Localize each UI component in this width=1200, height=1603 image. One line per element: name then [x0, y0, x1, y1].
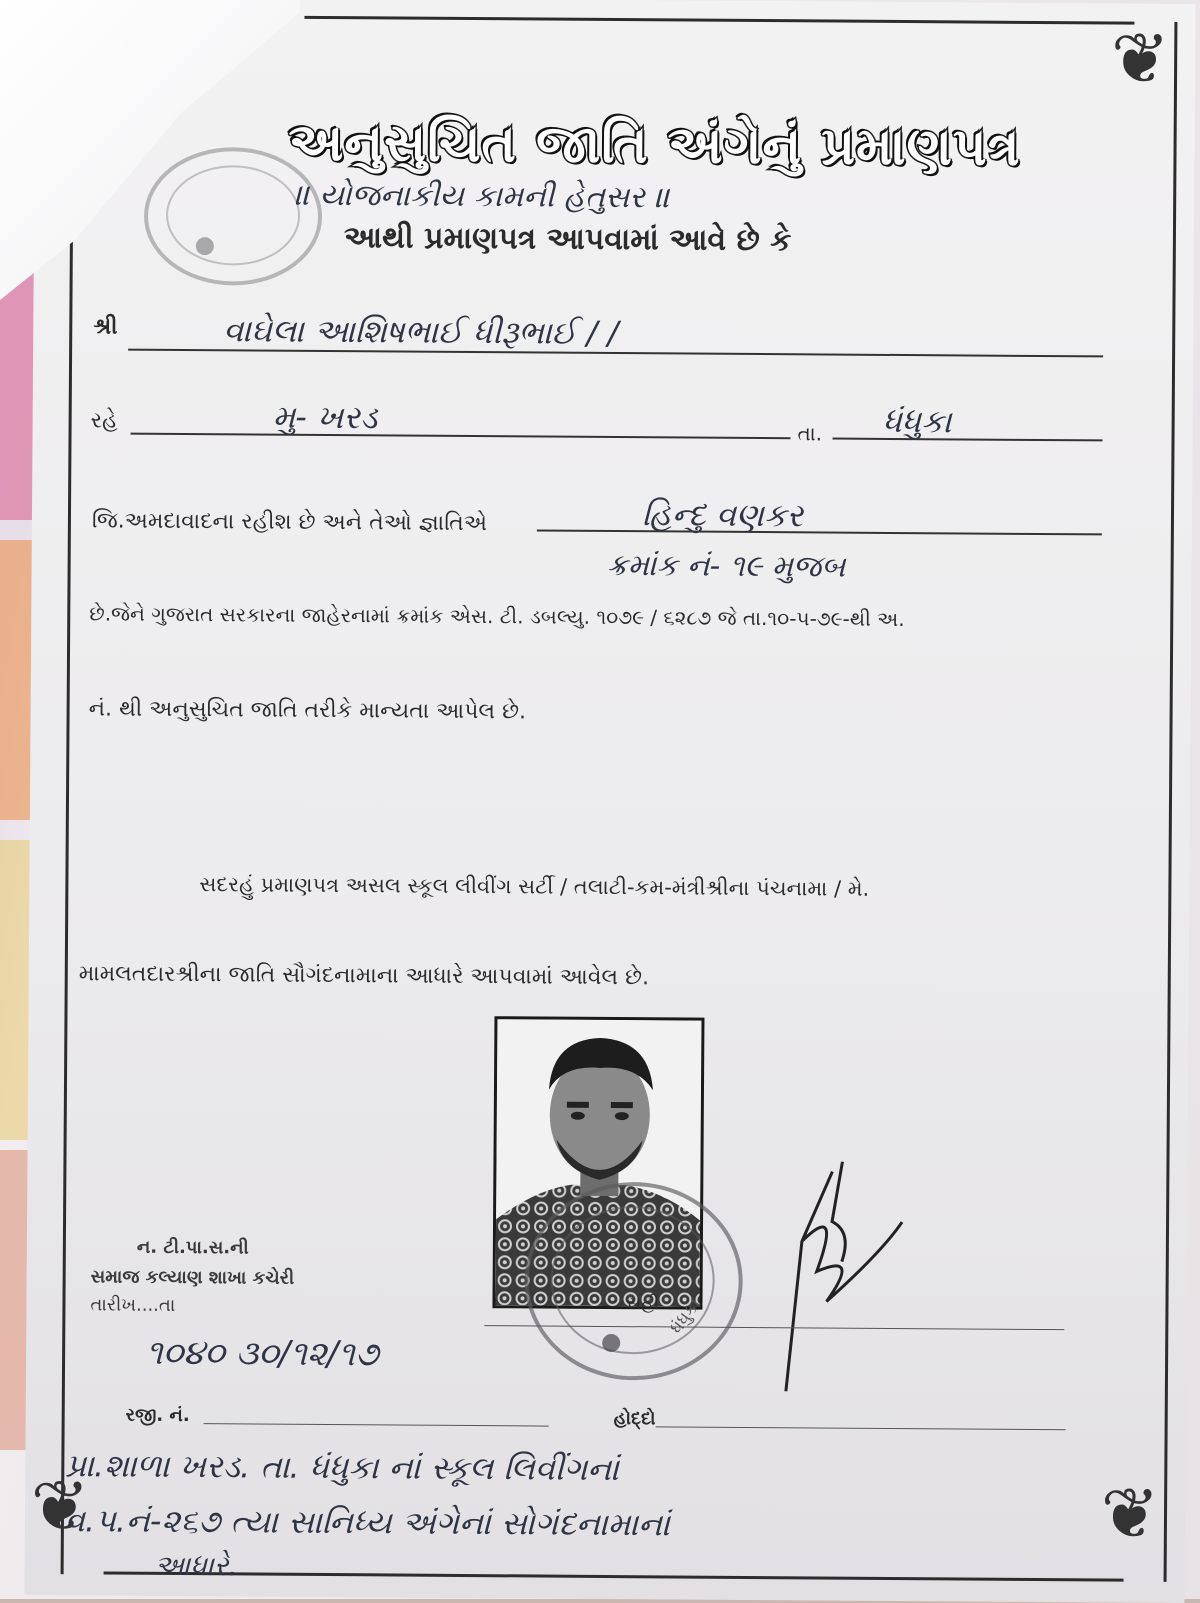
recognition-line: નં. થી અનુસુચિત જાતિ તરીકે માન્યતા આપેલ છે.	[88, 696, 527, 725]
office-stamp-line-2: સમાજ કલ્યાણ શાખા કચેરી	[90, 1266, 295, 1289]
shri-label: શ્રી	[93, 314, 118, 340]
taluka-label: તા.	[797, 421, 823, 446]
footnote-line-1: પ્રા.શાળા ખરડ. તા. ધંધુકા નાં સ્કૂલ લિવીંગનાં	[65, 1446, 620, 1489]
footnote-line-3: આધારે.	[154, 1548, 238, 1583]
office-stamp-line-1: ન. ટી.પા.સ.ની	[136, 1236, 249, 1259]
notification-line: છે.જેને ગુજરાત સરકારના જાહેરનામાં ક્રમાંક એસ. ટી. ડબલ્યુ. ૧૦૭૯ / ૬૨૮૭ જે તા.૧૦-૫-૭૯-થી અ.	[89, 601, 905, 632]
round-stamp-top	[144, 147, 323, 286]
kramank-handwritten: ક્રમાંક નં- ૧૯ મુજબ	[606, 547, 846, 585]
basis-line-2: મામલતદારશ્રીના જાતિ સૌગંદનામાના આધારે આપવામાં આવેલ છે.	[78, 961, 650, 991]
village-handwritten: મુ- ખરડ	[272, 397, 378, 437]
office-note-handwritten: ॥ યોજનાકીય કામની હેતુસર ॥	[294, 177, 671, 216]
certificate-subtitle: આથી પ્રમાણપત્ર આપવામાં આવે છે કે	[343, 220, 792, 259]
stamp-text: ધંધુકા	[665, 1294, 706, 1338]
caste-handwritten: હિન્દુ વણકર	[641, 495, 804, 535]
round-stamp-bottom	[524, 1181, 743, 1381]
taluka-handwritten: ધંધુકા	[882, 401, 952, 441]
office-stamp-line-3: તારીખ....તા	[90, 1294, 176, 1316]
designation-label: હોદ્દો	[613, 1408, 656, 1430]
registration-handwritten: ૧૦૪૦ ૩૦/૧૨/૧૭	[145, 1332, 379, 1375]
district-line: જિ.અમદાવાદના રહીશ છે અને તેઓ જ્ઞાતિએ	[91, 508, 488, 537]
basis-line-1: સદરહું પ્રમાણપત્ર અસલ સ્કૂલ લીવીંગ સર્ટી / તલાટી-કમ-મંત્રીશ્રીના પંચનામા / મે.	[199, 872, 870, 901]
signature-mark	[771, 1161, 913, 1402]
signature-label: સહી	[626, 1293, 660, 1315]
ornament-corner-icon: ❦	[30, 1464, 90, 1548]
footnote-line-2: વ.પ.નં-૨૬૭ ત્યા સાનિધ્ય અંગેનાં સોગંદનામાનાં	[64, 1501, 671, 1544]
name-handwritten: વાઘેલા આશિષભાઈ ધીરૂભાઈ / /	[223, 311, 619, 353]
ornament-corner-icon: ❦	[1110, 17, 1170, 100]
certificate-title: અનુસુચિત જાતિ અંગેનું પ્રમાણપત્ર	[288, 111, 1021, 178]
certificate-page	[24, 0, 1195, 1603]
registration-label: રજી. નં.	[125, 1404, 190, 1427]
ornament-corner-icon: ❦	[1100, 1472, 1160, 1555]
rahe-label: રહે	[90, 408, 118, 434]
